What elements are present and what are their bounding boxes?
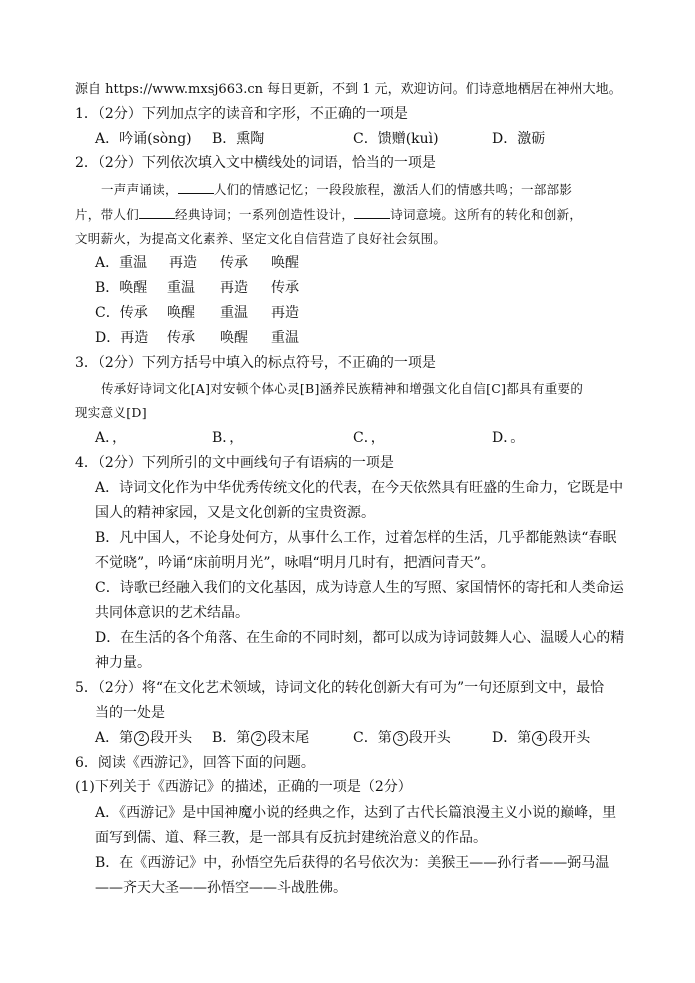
source-header: 源自 https://www.mxsj663.cn 每日更新，不到 1 元，欢迎访问。们诗意地栖居在神州大地。 [75, 82, 622, 97]
q1-option-a[interactable]: A．吟诵(sòng) [95, 131, 192, 147]
q3-option-c[interactable]: C．， [353, 430, 385, 446]
q5-option-c[interactable]: C．第 3 段开头 [353, 730, 451, 746]
q3-option-b[interactable]: B．， [212, 430, 244, 446]
circled-number: 3 [393, 731, 408, 746]
circled-number: 2 [251, 731, 266, 746]
q3-option-a[interactable]: A．， [95, 430, 127, 446]
q1-option-c[interactable]: C．馈赠(kuì) [353, 131, 439, 147]
q2-blank-1 [178, 181, 214, 194]
q2-option-a[interactable]: A．重温 再造 传承 唤醒 [95, 255, 299, 271]
q3-option-d[interactable]: D．。 [492, 430, 525, 446]
q4-option-a-line2: 国人的精神家园，又是文化创新的宝贵资源。 [95, 505, 375, 521]
q6-stem: 6．阅读《西游记》，回答下面的问题。 [75, 755, 315, 771]
q6-option-a-line1[interactable]: A．《西游记》是中国神魔小说的经典之作，达到了古代长篇浪漫主义小说的巅峰，里 [95, 805, 617, 821]
q5-option-d[interactable]: D．第 4 段开头 [492, 730, 591, 746]
q5-stem-line2: 当的一处是 [95, 705, 165, 721]
q2-option-c[interactable]: C．传承 唤醒 重温 再造 [95, 305, 299, 321]
q2-option-d[interactable]: D．再造 传承 唤醒 重温 [95, 330, 299, 346]
q4-stem: 4．（2分）下列所引的文中画线句子有语病的一项是 [75, 455, 394, 471]
q2-option-b[interactable]: B．唤醒 重温 再造 传承 [95, 280, 299, 296]
q5-options [0, 728, 695, 748]
q4-option-a-line1[interactable]: A．诗词文化作为中华优秀传统文化的代表，在今天依然具有旺盛的生命力，它既是中 [95, 480, 624, 496]
circled-number: 4 [532, 731, 547, 746]
q1-stem: 1．（2分）下列加点字的读音和字形，不正确的一项是 [75, 106, 408, 122]
q1-option-b[interactable]: B．熏陶 [212, 131, 265, 147]
q4-option-b-line1[interactable]: B．凡中国人，不论身处何方，从事什么工作，过着怎样的生活，几乎都能熟读“春眠 [95, 530, 617, 546]
q2-passage-line2: 片，带人们 经典诗词；一系列创造性设计， 诗词意境。这所有的转化和创新， [75, 207, 583, 222]
q4-option-b-line2: 不觉晓”，吟诵“床前明月光”，咏唱“明月几时有，把酒问青天”。 [95, 555, 495, 571]
q4-option-c-line2: 共同体意识的艺术结晶。 [95, 605, 249, 621]
circled-number: 2 [134, 731, 149, 746]
q1-options [0, 129, 695, 149]
q2-blank-2 [139, 206, 175, 219]
q6-option-b-line1[interactable]: B．在《西游记》中，孙悟空先后获得的名号依次为：美猴王——孙行者——弼马温 [95, 855, 610, 871]
q2-stem: 2．（2分）下列依次填入文中横线处的词语，恰当的一项是 [75, 155, 436, 171]
q3-options [0, 428, 695, 448]
q5-stem-line1: 5．（2分）将“在文化艺术领域，诗词文化的转化创新大有可为”一句还原到文中，最恰 [75, 680, 605, 696]
q5-option-b[interactable]: B．第 2 段末尾 [212, 730, 310, 746]
q6-option-a-line2: 面写到儒、道、释三教，是一部具有反抗封建统治意义的作品。 [95, 830, 487, 846]
q4-option-d-line1[interactable]: D．在生活的各个角落、在生命的不同时刻，都可以成为诗词鼓舞人心、温暖人心的精 [95, 630, 625, 646]
q6-option-b-line2: ——齐天大圣——孙悟空——斗战胜佛。 [95, 880, 347, 896]
q1-option-d[interactable]: D．激砺 [492, 131, 546, 147]
q5-option-a[interactable]: A．第 2 段开头 [95, 730, 193, 746]
q3-passage-line2: 现实意义[D] [75, 405, 147, 420]
q3-passage-line1: 传承好诗词文化[A]对安顿个体心灵[B]涵养民族精神和增强文化自信[C]都具有重要的 [101, 381, 584, 396]
q2-passage-line1: 一声声诵读， 人们的情感记忆；一段段旅程，激活人们的情感共鸣；一部部影 [101, 182, 573, 197]
q2-blank-3 [354, 206, 390, 219]
q3-stem: 3．（2分）下列方括号中填入的标点符号，不正确的一项是 [75, 355, 436, 371]
q2-passage-line3: 文明薪火，为提高文化素养、坚定文化自信营造了良好社会氛围。 [75, 231, 447, 246]
q4-option-c-line1[interactable]: C．诗歌已经融入我们的文化基因，成为诗意人生的写照、家国情怀的寄托和人类命运 [95, 580, 624, 596]
q6-sub1-stem: (1)下列关于《西游记》的描述，正确的一项是（2分） [75, 779, 412, 795]
q4-option-d-line2: 神力量。 [95, 655, 151, 671]
